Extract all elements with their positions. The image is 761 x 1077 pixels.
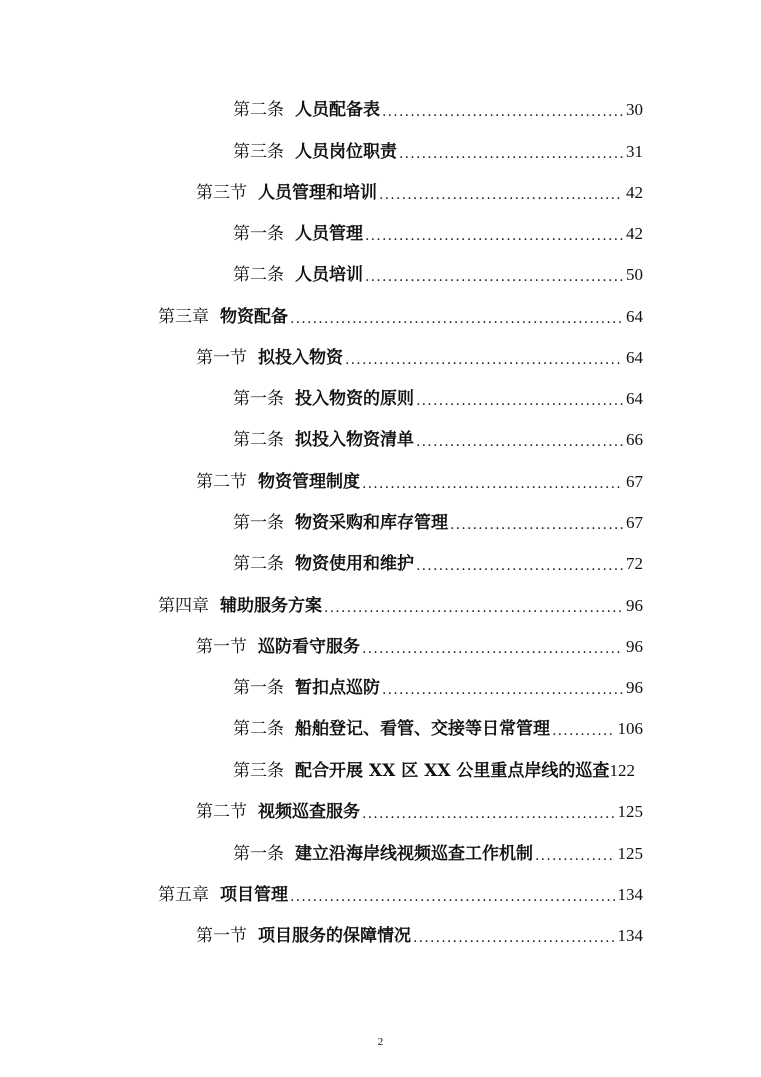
toc-entry-page: 64 [626,389,643,408]
toc-entry-label: 第三节 [196,183,247,203]
toc-entry-label: 第一条 [233,513,284,533]
toc-leader-dots [382,681,623,699]
toc-leader-dots [535,847,615,865]
toc-entry-title: 建立沿海岸线视频巡查工作机制 [295,844,533,864]
toc-leader-dots [450,516,623,534]
toc-entry-title: 物资配备 [220,307,288,327]
toc-entry-title: 人员管理 [295,224,363,244]
toc-entry-title: 物资使用和维护 [295,554,414,574]
toc-entry-page: 96 [626,678,643,697]
toc-entry-page: 134 [617,885,643,904]
toc-entry-title: 拟投入物资清单 [295,430,414,450]
toc-entry-page: 64 [626,307,643,326]
toc-entry-title: 人员管理和培训 [258,183,377,203]
toc-entry-page: 125 [617,844,643,863]
toc-entry[interactable] [233,388,643,410]
toc-entry[interactable] [233,718,643,740]
toc-entry-page: 50 [626,265,643,284]
toc-entry-title: 船舶登记、看管、交接等日常管理 [295,719,550,739]
toc-leader-dots [416,557,623,575]
toc-entry[interactable] [158,884,643,906]
toc-entry-title: 人员配备表 [295,100,380,120]
toc-entry[interactable] [233,843,643,865]
toc-entry-label: 第二节 [196,472,247,492]
toc-entry-page: 106 [617,719,643,738]
toc-entry-page: 122 [609,761,635,780]
toc-entry[interactable] [196,182,643,204]
toc-leader-dots [379,186,623,204]
toc-entry-page: 67 [626,472,643,491]
toc-entry[interactable] [233,677,643,699]
toc-entry[interactable] [233,223,643,245]
toc-entry-label: 第三条 [233,761,284,781]
toc-entry[interactable] [158,595,643,617]
toc-entry-page: 31 [626,142,643,161]
toc-entry[interactable] [233,99,643,121]
toc-entry-label: 第二节 [196,802,247,822]
toc-entry-title: 项目管理 [220,885,288,905]
toc-entry-page: 96 [626,596,643,615]
toc-leader-dots [365,268,623,286]
toc-leader-dots [362,805,615,823]
toc-entry-title: 巡防看守服务 [258,637,360,657]
toc-entry-label: 第二条 [233,719,284,739]
toc-entry-title: 视频巡查服务 [258,802,360,822]
toc-leader-dots [362,475,623,493]
toc-entry[interactable] [233,760,663,782]
toc-entry-title: 辅助服务方案 [220,596,322,616]
toc-entry-label: 第一条 [233,844,284,864]
toc-entry-page: 64 [626,348,643,367]
toc-entry[interactable] [233,429,643,451]
toc-entry-page: 66 [626,430,643,449]
toc-entry-page: 67 [626,513,643,532]
toc-entry-title: 拟投入物资 [258,348,343,368]
toc-entry-title: 人员岗位职责 [295,142,397,162]
toc-leader-dots [290,888,615,906]
toc-entry-label: 第一条 [233,678,284,698]
toc-leader-dots [324,599,623,617]
toc-entry[interactable] [233,141,643,163]
toc-entry[interactable] [196,801,643,823]
toc-entry-page: 96 [626,637,643,656]
toc-entry-label: 第三条 [233,142,284,162]
toc-entry-label: 第一节 [196,637,247,657]
page-number: 2 [377,1036,384,1048]
toc-entry-label: 第一节 [196,348,247,368]
toc-entry-title: 人员培训 [295,265,363,285]
toc-entry[interactable] [158,306,643,328]
toc-entry-title: 暂扣点巡防 [295,678,380,698]
toc-leader-dots [416,392,623,410]
toc-entry[interactable] [233,512,643,534]
toc-entry[interactable] [196,925,643,947]
toc-entry-page: 125 [617,802,643,821]
toc-entry[interactable] [233,264,643,286]
toc-entry-title: 项目服务的保障情况 [258,926,411,946]
toc-entry-title: 投入物资的原则 [295,389,414,409]
toc-entry[interactable] [196,636,643,658]
toc-entry-label: 第一节 [196,926,247,946]
toc-entry-title: 配合开展 XX 区 XX 公里重点岸线的巡查 [295,761,610,781]
toc-entry-label: 第一条 [233,389,284,409]
toc-entry-page: 72 [626,554,643,573]
toc-entry-label: 第一条 [233,224,284,244]
toc-entry-title: 物资管理制度 [258,472,360,492]
toc-entry-label: 第二条 [233,430,284,450]
toc-entry[interactable] [233,553,643,575]
toc-leader-dots [399,145,623,163]
toc-leader-dots [362,640,623,658]
toc-leader-dots [345,351,623,369]
toc-entry[interactable] [196,347,643,369]
toc-leader-dots [365,227,623,245]
toc-leader-dots [552,722,615,740]
toc-leader-dots [416,433,623,451]
toc-entry-page: 42 [626,183,643,202]
toc-entry-page: 134 [617,926,643,945]
toc-entry-title: 物资采购和库存管理 [295,513,448,533]
toc-entry-page: 30 [626,100,643,119]
toc-entry-label: 第三章 [158,307,209,327]
toc-leader-dots [382,103,623,121]
toc-entry-label: 第二条 [233,265,284,285]
toc-entry-label: 第二条 [233,554,284,574]
toc-leader-dots [413,929,615,947]
toc-entry[interactable] [196,471,643,493]
toc-entry-label: 第二条 [233,100,284,120]
toc-entry-page: 42 [626,224,643,243]
toc-entry-label: 第五章 [158,885,209,905]
toc-entry-label: 第四章 [158,596,209,616]
toc-leader-dots [290,310,623,328]
